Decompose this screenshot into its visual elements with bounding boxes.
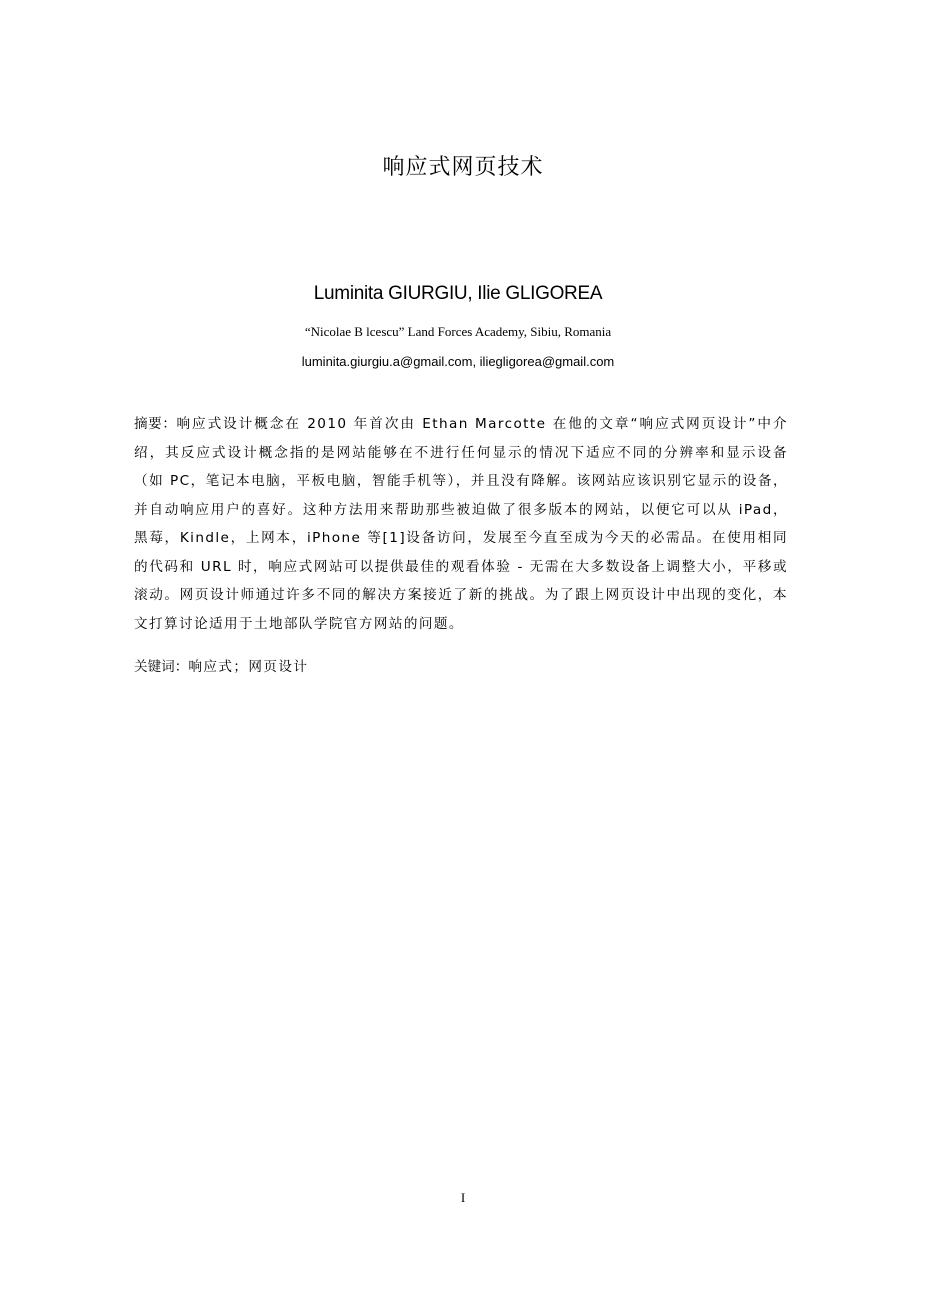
abstract-text: 响应式设计概念在 2010 年首次由 Ethan Marcotte 在他的文章“响应式网页设计”中介绍，其反应式设计概念指的是网站能够在不进行任何显示的情况下适应不同的分辨率和显示设备（如 PC，笔记本电脑，平板电脑，智能手机等），并且没有降解。该网站应该识别它显示的设备，并自动响应用户的喜好。这种方法用来帮助那些被迫做了很多版本的网站，以便它可以从 iPad，黑莓，Kindle，上网本，iPhone 等[1]设备访问，发展至今直至成为今天的必需品。在使用相同的代码和 URL 时，响应式网站可以提供最佳的观看体验 - 无需在大多数设备上调整大小，平移或滚动。网页设计师通过许多不同的解决方案接近了新的挑战。为了跟上网页设计中出现的变化，本文打算讨论适用于土地部队学院官方网站的问题。: [134, 416, 788, 632]
author-emails: luminita.giurgiu.a@gmail.com, iliegligorea@gmail.com: [301, 354, 615, 369]
abstract-paragraph: [134, 410, 788, 638]
paper-title: 响应式网页技术: [382, 155, 544, 180]
keywords-label: 关键词：: [134, 659, 189, 675]
author-names: Luminita GIURGIU, Ilie GLIGOREA: [313, 283, 603, 304]
abstract-label: 摘要：: [134, 416, 177, 432]
keywords-line: [134, 653, 788, 682]
page-number: I: [460, 1190, 466, 1205]
author-affiliation: “Nicolae B lcescu” Land Forces Academy, Sibiu, Romania: [304, 324, 612, 339]
keywords-text: 响应式；网页设计: [188, 659, 309, 675]
